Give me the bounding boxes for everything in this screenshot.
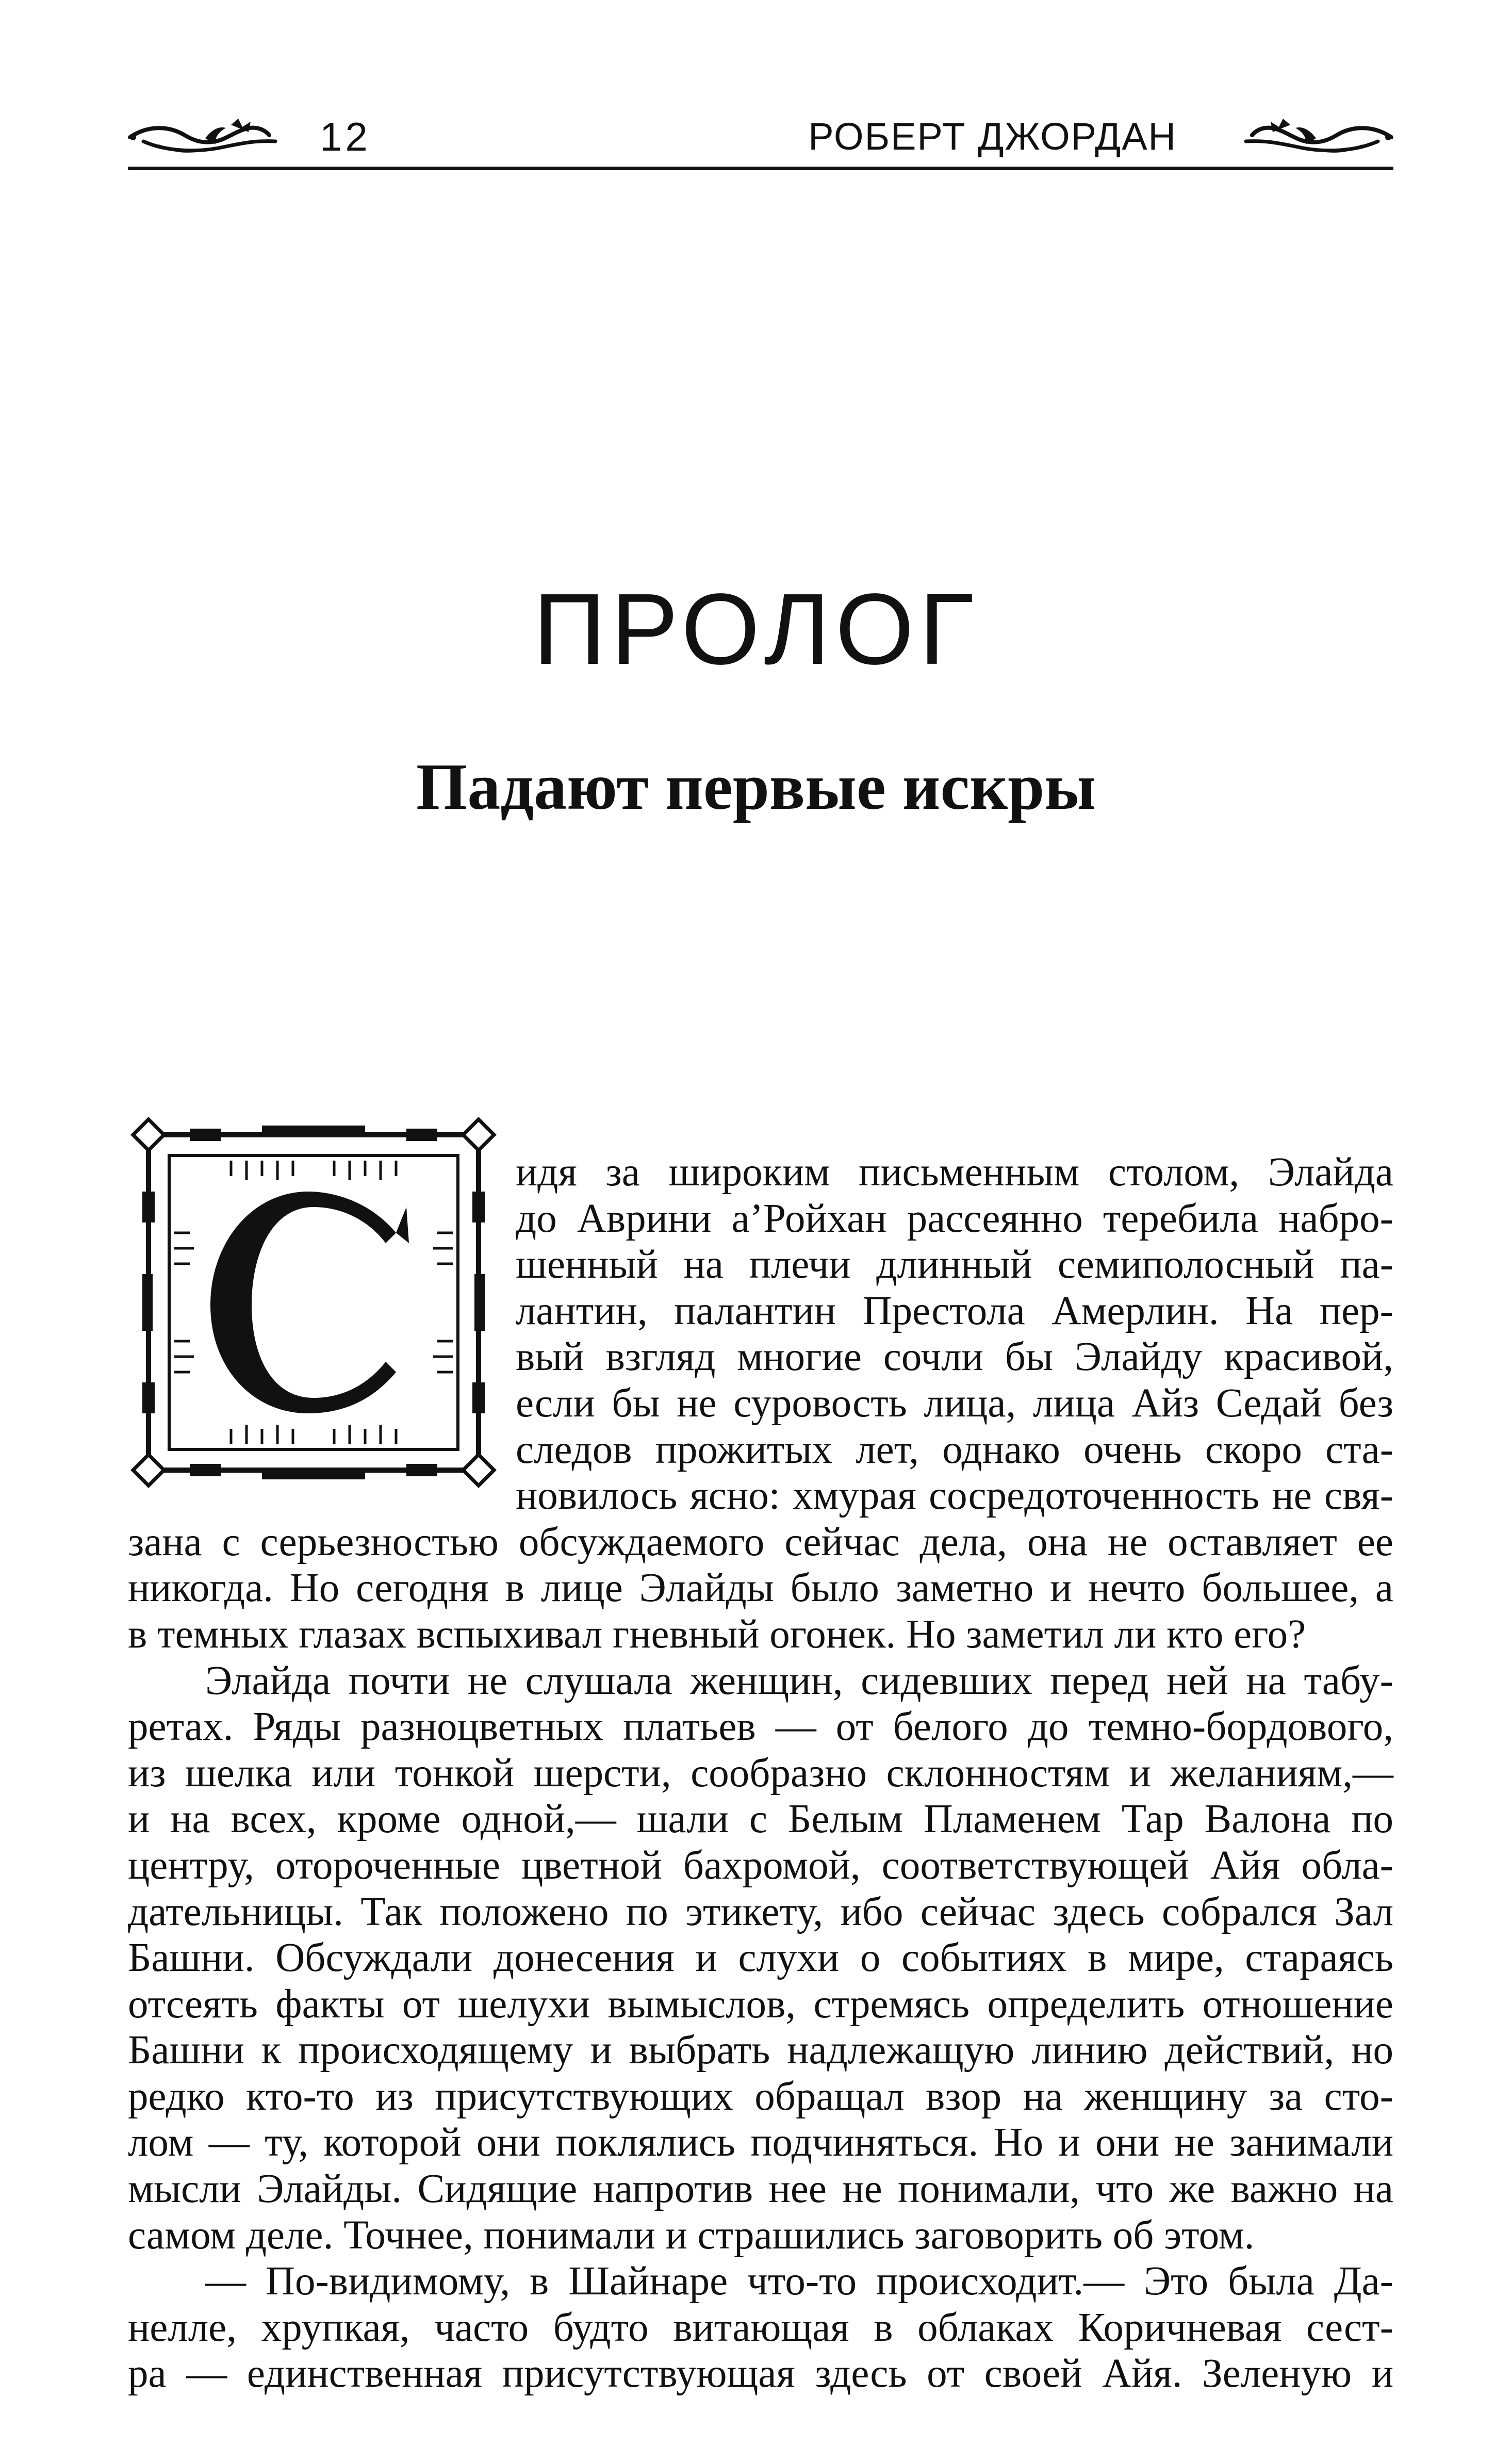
body-text	[128, 1149, 1393, 2397]
text-line: Элайда почти не слушала женщин, сидевших перед ней на табу-	[205, 1658, 1393, 1703]
text-line: нелле, хрупкая, часто будто витающая в облаках Коричневая сест-	[128, 2305, 1393, 2350]
text-line: новилось ясно: хмурая сосредоточенность не свя-	[516, 1473, 1393, 1519]
text-line: из шелка или тонкой шерсти, сообразно склонностям и желаниям,—	[128, 1750, 1393, 1796]
running-header	[128, 103, 1393, 170]
text-line: самом деле. Точнее, понимали и страшились заговорить об этом.	[128, 2212, 1255, 2258]
header-rule	[128, 167, 1393, 170]
page-number: 12	[320, 114, 371, 159]
text-line: зана с серьезностью обсуждаемого сейчас дела, она не оставляет ее	[128, 1519, 1393, 1564]
flourish-ornament-left-icon	[128, 115, 277, 159]
text-line: лом — ту, которой они поклялись подчиняться. Но и они не занимали	[128, 2120, 1393, 2165]
text-line: центру, отороченные цветной бахромой, соответствующей Айя обла-	[128, 1843, 1393, 1888]
text-line: дательницы. Так положено по этикету, ибо сейчас здесь собрался Зал	[128, 1889, 1393, 1934]
text-line: и на всех, кроме одной,— шали с Белым Пламенем Тар Валона по	[128, 1797, 1393, 1842]
text-line: следов прожитых лет, однако очень скоро ста-	[516, 1427, 1393, 1472]
text-line: отсеять факты от шелухи вымыслов, стремясь определить отношение	[128, 1981, 1393, 2027]
text-line: шенный на плечи длинный семиполосный па-	[516, 1242, 1393, 1287]
flourish-ornament-right-icon	[1244, 115, 1393, 159]
text-line: если бы не суровость лица, лица Айз Седай без	[516, 1380, 1393, 1426]
text-line: вый взгляд многие сочли бы Элайду красивой,	[516, 1334, 1393, 1380]
text-line: ра — единственная присутствующая здесь от своей Айя. Зеленую и	[128, 2351, 1393, 2397]
chapter-subtitle: Падают первые искры	[416, 750, 1096, 823]
text-line: лантин, палантин Престола Амерлин. На пер-	[516, 1288, 1393, 1333]
text-line: ретах. Ряды разноцветных платьев — от белого до темно-бордового,	[128, 1704, 1393, 1750]
text-line: мысли Элайды. Сидящие напротив нее не понимали, что же важно на	[128, 2166, 1393, 2212]
text-line: идя за широким письменным столом, Элайда	[516, 1150, 1393, 1195]
text-line: Башни к происходящему и выбрать надлежащую линию действий, но	[128, 2028, 1393, 2073]
text-line: до Аврини а’Ройхан рассеянно теребила набро-	[516, 1196, 1393, 1241]
text-line: — По-видимому, в Шайнаре что-то происходит.— Это была Да-	[205, 2259, 1393, 2304]
running-head-author: РОБЕРТ ДЖОРДАН	[808, 115, 1177, 158]
text-line: редко кто-то из присутствующих обращал взор на женщину за сто-	[128, 2074, 1393, 2119]
text-line: никогда. Но сегодня в лице Элайды было заметно и нечто большее, а	[128, 1566, 1393, 1611]
text-line: в темных глазах вспыхивал гневный огонек. Но заметил ли кто его?	[128, 1611, 1306, 1657]
chapter-title: ПРОЛОГ	[533, 573, 979, 686]
text-line: Башни. Обсуждали донесения и слухи о событиях в мире, стараясь	[128, 1935, 1393, 1981]
